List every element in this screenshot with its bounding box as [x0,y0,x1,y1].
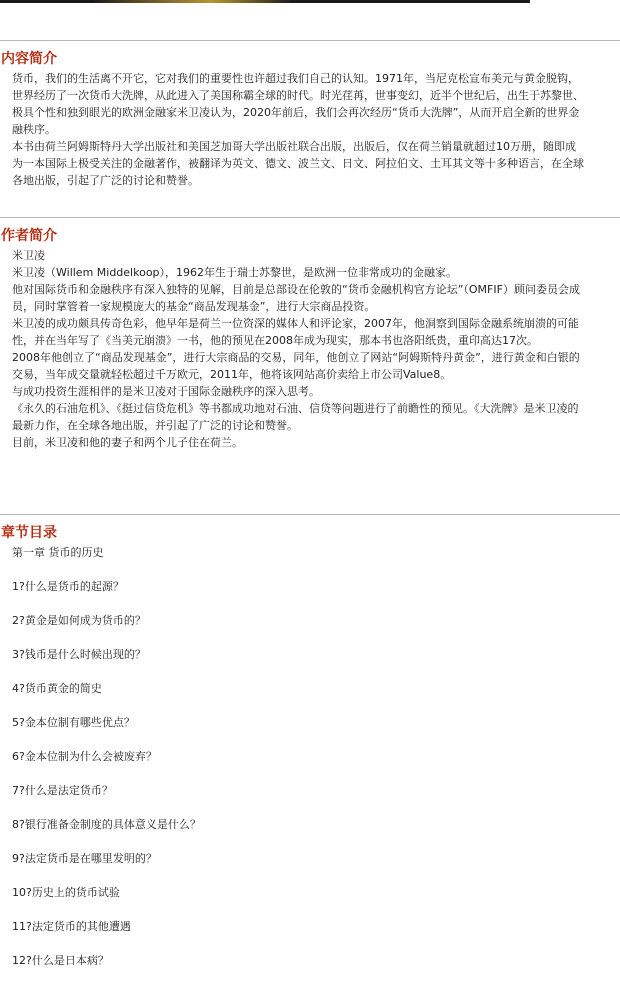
author-name: 米卫凌 [12,249,45,262]
toc-chapter-heading: 第一章 货币的历史 [12,546,104,559]
toc-item: 1?什么是货币的起源？ [12,580,124,593]
intro-section [0,40,620,189]
toc-divider [0,514,620,515]
toc-section [0,514,620,986]
author-paragraph: 米卫凌的成功颇具传奇色彩，他早年是荷兰一位资深的媒体人和评论家，2007年，他洞察到国际金融系统崩溃的可能性，并在当年写了《当美元崩溃》一书，他的预见在2008年成为现实，那本书也洛阳纸贵，重印高达17次。 [12,317,579,347]
intro-paragraph: 货币，我们的生活离不开它，它对我们的重要性也许超过我们自己的认知。1971年，当尼克松宣布美元与黄金脱钩，世界经历了一次货币大洗牌，从此进入了美国称霸全球的时代。时光荏苒，世事变幻，近半个世纪后，出生于苏黎世、极具个性和独到眼光的欧洲金融家米卫凌认为，2020年前后，我们会再次经历“货币大洗牌”，从而开启全新的世界金融秩序。 [12,72,584,136]
toc-item: 5?金本位制有哪些优点？ [12,716,135,729]
intro-paragraph: 本书由荷兰阿姆斯特丹大学出版社和美国芝加哥大学出版社联合出版，出版后，仅在荷兰销量就超过10万册，随即成为一本国际上极受关注的金融著作，被翻译为英文、德文、波兰文、日文、阿拉伯文、土耳其文等十多种语言，在全球各地出版，引起了广泛的讨论和赞誉。 [12,140,584,187]
toc-item: 4?货币黄金的简史 [12,682,102,695]
toc-item: 3?钱币是什么时候出现的？ [12,648,146,661]
toc-item: 7?什么是法定货币？ [12,784,113,797]
author-paragraph: 米卫凌（Willem Middelkoop），1962年生于瑞士苏黎世，是欧洲一位非常成功的金融家。 [12,266,458,279]
toc-item: 2?黄金是如何成为货币的？ [12,614,146,627]
author-paragraph: 与成功投资生涯相伴的是米卫凌对于国际金融秩序的深入思考。 [12,385,320,398]
author-title: 作者简介 [1,228,57,244]
author-section [0,217,620,451]
intro-body [0,70,620,189]
author-paragraph: 目前，米卫凌和他的妻子和两个儿子住在荷兰。 [12,436,243,449]
author-divider [0,217,620,218]
toc-item: 10?历史上的货币试验 [12,886,120,899]
intro-divider [0,40,620,41]
toc-title: 章节目录 [1,525,57,541]
author-paragraph: 2008年他创立了“商品发现基金”，进行大宗商品的交易，同年，他创立了网站“阿姆斯特丹黄金”，进行黄金和白银的交易，当年成交量就轻松超过千万欧元，2011年，他将该网站高价卖给上市公司Value8。 [12,351,580,381]
intro-title: 内容简介 [1,51,57,67]
author-paragraph: 《永久的石油危机》、《挺过信贷危机》等书都成功地对石油、信贷等问题进行了前瞻性的预见。《大洗牌》是米卫凌的最新力作，在全球各地出版，并引起了广泛的讨论和赞誉。 [12,402,579,432]
author-paragraph: 他对国际货币和金融秩序有深入独特的见解，目前是总部设在伦敦的“货币金融机构官方论坛”（OMFIF）顾问委员会成员，同时掌管着一家规模庞大的基金“商品发现基金”，进行大宗商品投资。 [12,283,580,313]
toc-item: 8?银行准备金制度的具体意义是什么？ [12,818,201,831]
toc-item: 6?金本位制为什么会被废弃？ [12,750,157,763]
toc-list [0,544,620,986]
toc-item: 11?法定货币的其他遭遇 [12,920,131,933]
toc-item: 12?什么是日本病？ [12,954,109,967]
top-banner-accent [92,0,292,3]
author-body [0,247,620,451]
toc-item: 9?法定货币是在哪里发明的？ [12,852,157,865]
